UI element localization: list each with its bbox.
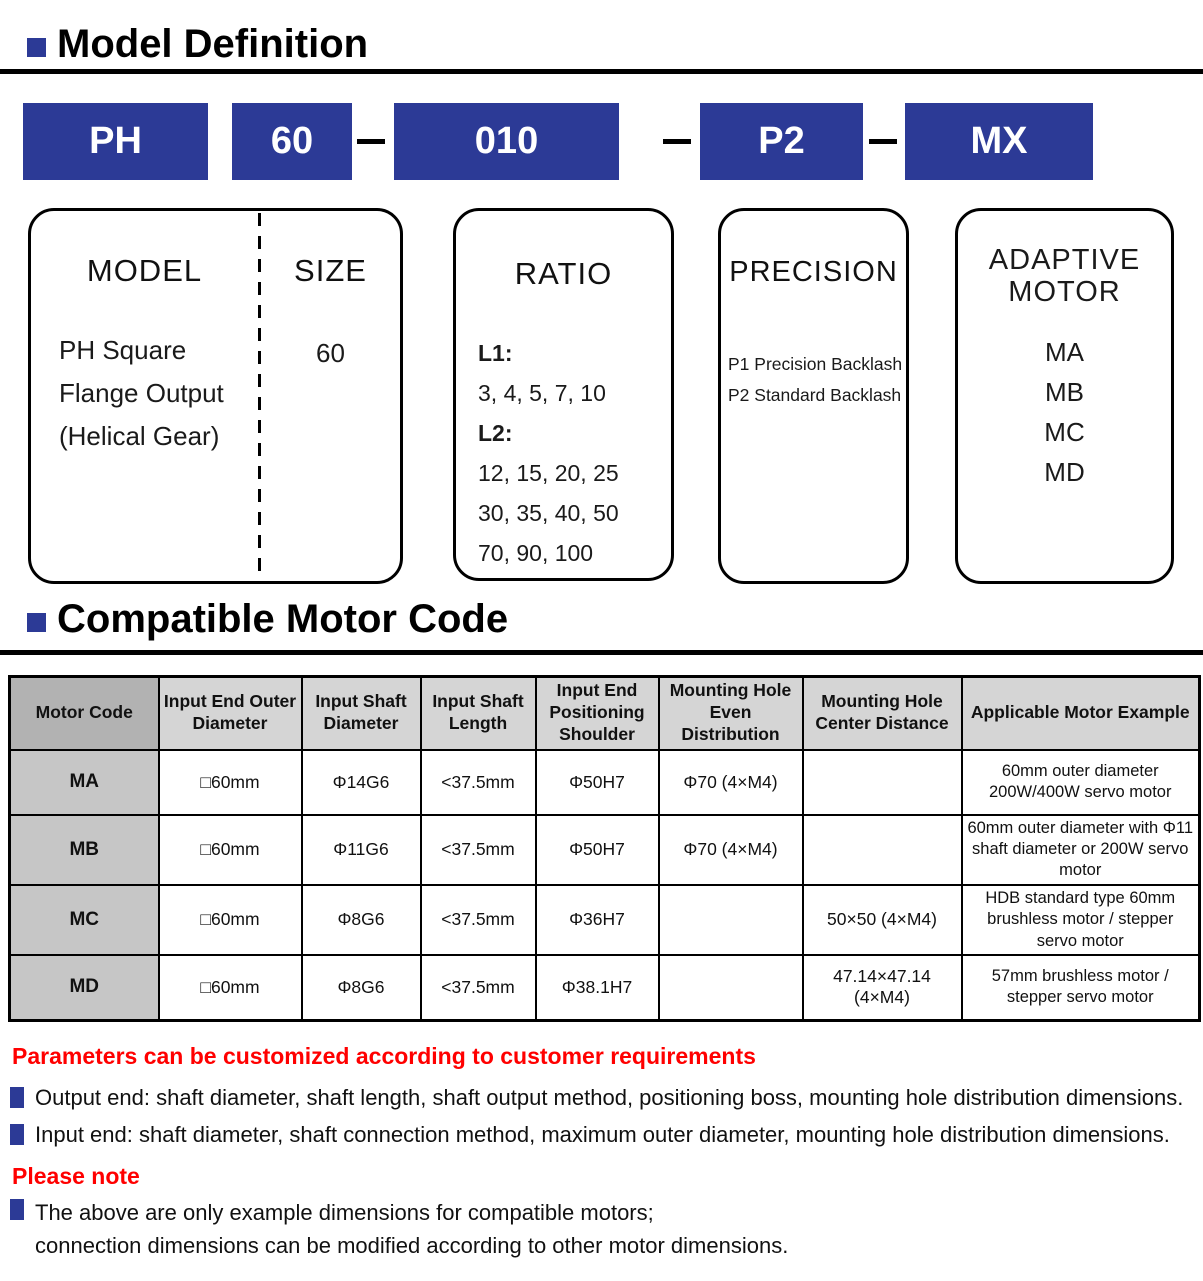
table-header-row [10, 677, 1200, 750]
col-header-input-end-outer-diameter: Input End Outer Diameter [159, 677, 302, 750]
motor-table [8, 675, 1201, 1022]
adaptive-motor-option: MD [1044, 457, 1085, 487]
bullet-text: Input end: shaft diameter, shaft connection method, maximum outer diameter, mounting hole distribution dimensions. [35, 1122, 1170, 1147]
bullet-text [35, 1196, 788, 1262]
table-cell: <37.5mm [421, 815, 536, 885]
adaptive-motor-heading-line: ADAPTIVE [988, 244, 1141, 276]
model-code-segment-ph: PH [23, 103, 208, 180]
table-cell: Φ8G6 [302, 885, 421, 955]
row-label: MC [10, 885, 159, 955]
section-title-compatible-motor-code [27, 597, 508, 642]
row-label: MB [10, 815, 159, 885]
model-description-line: PH Square [59, 335, 187, 365]
table-cell: Φ38.1H7 [536, 955, 659, 1020]
model-heading: MODEL [86, 253, 203, 288]
col-header-mounting-hole-even-distribution: Mounting Hole Even Distribution [659, 677, 803, 750]
table-cell [803, 815, 962, 885]
ratio-values-line: 30, 35, 40, 50 [478, 500, 619, 526]
note-line: connection dimensions can be modified according to other motor dimensions. [35, 1233, 789, 1258]
table-cell: 57mm brushless motor / stepper servo motor [962, 955, 1200, 1020]
precision-box [718, 208, 909, 584]
ratio-group-label: L2: [478, 420, 513, 446]
table-cell: HDB standard type 60mm brushless motor / stepper servo motor [962, 885, 1200, 955]
row-label: MA [10, 750, 159, 815]
customization-bullet-output [10, 1084, 1183, 1112]
table-cell: Φ36H7 [536, 885, 659, 955]
note-line: The above are only example dimensions for compatible motors; [35, 1200, 654, 1225]
table-cell [659, 955, 803, 1020]
adaptive-motor-option: MB [1045, 377, 1084, 407]
ratio-values [478, 333, 619, 573]
model-description-line: (Helical Gear) [59, 421, 220, 451]
table-cell: Φ70 (4×M4) [659, 750, 803, 815]
size-value: 60 [316, 338, 345, 368]
blue-square-bullet [10, 1124, 24, 1145]
blue-square-bullet [10, 1087, 24, 1108]
section-divider-rule [0, 69, 1203, 74]
table-cell: □60mm [159, 885, 302, 955]
section-divider-rule [0, 650, 1203, 655]
table-cell: Φ50H7 [536, 815, 659, 885]
blue-square-bullet [27, 613, 46, 632]
model-column [31, 211, 258, 581]
col-header-mounting-hole-center-distance: Mounting Hole Center Distance [803, 677, 962, 750]
table-cell: □60mm [159, 750, 302, 815]
table-row-mc [10, 885, 1200, 955]
table-cell [803, 750, 962, 815]
ratio-heading: RATIO [514, 256, 613, 291]
table-cell: Φ50H7 [536, 750, 659, 815]
model-code-segment-precision: P2 [700, 103, 863, 180]
table-cell: Φ8G6 [302, 955, 421, 1020]
col-header-input-shaft-diameter: Input Shaft Diameter [302, 677, 421, 750]
blue-square-bullet [10, 1199, 24, 1220]
col-header-input-shaft-length: Input Shaft Length [421, 677, 536, 750]
adaptive-motor-heading-line: MOTOR [1008, 276, 1121, 308]
model-code-segment-ratio: 010 [394, 103, 619, 180]
adaptive-motor-options [958, 332, 1171, 492]
adaptive-motor-heading [958, 244, 1171, 308]
precision-options [728, 349, 904, 411]
please-note-title: Please note [12, 1163, 140, 1189]
bullet-text: Output end: shaft diameter, shaft length, shaft output method, positioning boss, mounting hole distribution dimensions. [35, 1085, 1184, 1110]
blue-square-bullet [27, 38, 46, 57]
table-cell: 60mm outer diameter 200W/400W servo motor [962, 750, 1200, 815]
table-row-ma [10, 750, 1200, 815]
size-column [261, 211, 400, 581]
section-title-text: Model Definition [57, 22, 369, 66]
table-cell: Φ70 (4×M4) [659, 815, 803, 885]
dash-connector [869, 139, 897, 144]
section-title-model-definition [27, 22, 368, 67]
compatible-motor-table [8, 675, 1201, 1022]
please-note-bullet [10, 1196, 788, 1262]
col-header-applicable-motor-example: Applicable Motor Example [962, 677, 1200, 750]
ratio-values-line: 3, 4, 5, 7, 10 [478, 380, 606, 406]
table-cell: <37.5mm [421, 955, 536, 1020]
ratio-box [453, 208, 674, 581]
model-description-line: Flange Output [59, 378, 224, 408]
precision-heading: PRECISION [729, 256, 898, 288]
table-cell: □60mm [159, 815, 302, 885]
ratio-values-line: 12, 15, 20, 25 [478, 460, 619, 486]
dash-connector [357, 139, 385, 144]
table-cell: 60mm outer diameter with Φ11 shaft diameter or 200W servo motor [962, 815, 1200, 885]
col-header-motor-code: Motor Code [10, 677, 159, 750]
row-label: MD [10, 955, 159, 1020]
table-row-mb [10, 815, 1200, 885]
precision-option: P1 Precision Backlash [728, 354, 903, 374]
table-cell: <37.5mm [421, 750, 536, 815]
ratio-group-label: L1: [478, 340, 513, 366]
customization-bullet-input [10, 1121, 1170, 1149]
model-code-segment-size: 60 [232, 103, 352, 180]
dash-connector [663, 139, 691, 144]
ratio-values-line: 70, 90, 100 [478, 540, 594, 566]
table-cell: 50×50 (4×M4) [803, 885, 962, 955]
adaptive-motor-option: MC [1044, 417, 1085, 447]
table-cell [659, 885, 803, 955]
model-size-box [28, 208, 403, 584]
model-description [59, 329, 224, 458]
model-code-segment-motor: MX [905, 103, 1093, 180]
adaptive-motor-box [955, 208, 1174, 584]
table-cell: Φ11G6 [302, 815, 421, 885]
table-cell: 47.14×47.14 (4×M4) [803, 955, 962, 1020]
col-header-input-end-positioning-shoulder: Input End Positioning Shoulder [536, 677, 659, 750]
table-cell: □60mm [159, 955, 302, 1020]
customization-note-title: Parameters can be customized according to customer requirements [12, 1043, 756, 1069]
table-row-md [10, 955, 1200, 1020]
adaptive-motor-option: MA [1045, 337, 1084, 367]
section-title-text: Compatible Motor Code [57, 597, 509, 641]
precision-option: P2 Standard Backlash [728, 385, 902, 405]
table-cell: <37.5mm [421, 885, 536, 955]
table-cell: Φ14G6 [302, 750, 421, 815]
size-heading: SIZE [294, 253, 367, 288]
